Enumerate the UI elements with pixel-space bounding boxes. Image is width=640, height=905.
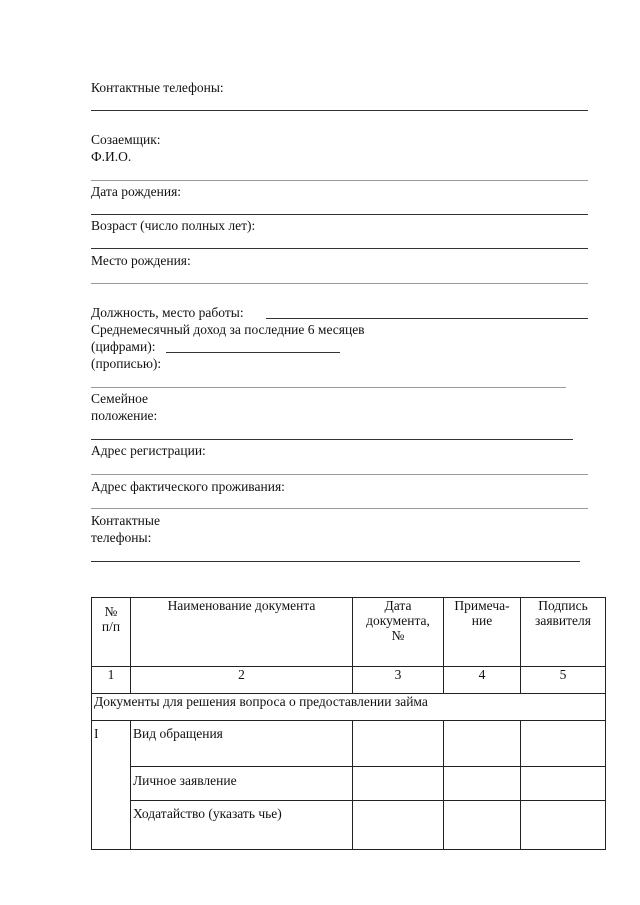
- birth-place-label: Место рождения:: [91, 253, 191, 268]
- col-number-2: 2: [131, 667, 353, 694]
- fio-line: [91, 180, 588, 181]
- income-words-label: (прописью):: [91, 356, 162, 371]
- actual-address-line: [91, 508, 588, 509]
- age-label: Возраст (число полных лет):: [91, 218, 256, 233]
- contact-label-1: Контактные: [91, 513, 160, 528]
- row-signature-cell[interactable]: [521, 801, 606, 850]
- col-number-5: 5: [521, 667, 606, 694]
- col-number-3: 3: [353, 667, 444, 694]
- coborrower-label: Созаемщик:: [91, 132, 161, 147]
- contact-phones-label: Контактные телефоны:: [91, 80, 224, 95]
- table-section-row: [92, 694, 606, 721]
- birth-date-label: Дата рождения:: [91, 184, 182, 199]
- row-doc-name: Личное заявление: [131, 767, 353, 801]
- avg-income-label: Среднемесячный доход за последние 6 месяцев: [91, 322, 365, 337]
- table-row: [92, 767, 606, 801]
- marital-label-1: Семейное: [91, 391, 149, 406]
- income-digits-line: [166, 352, 340, 353]
- reg-address-line: [91, 474, 588, 475]
- row-number: I: [92, 721, 131, 767]
- age-line: [91, 248, 588, 249]
- row-doc-name: Ходатайство (указать чье): [131, 801, 353, 850]
- row-signature-cell[interactable]: [521, 721, 606, 767]
- header-signature: Подпись заявителя: [521, 598, 606, 667]
- birth-date-line: [91, 214, 588, 215]
- table-header-row: [92, 598, 606, 667]
- table-number-row: [92, 667, 606, 694]
- row-doc-date-cell[interactable]: [353, 767, 444, 801]
- income-words-line: [91, 387, 566, 388]
- fio-label: Ф.И.О.: [91, 149, 132, 164]
- table-row: [92, 721, 606, 767]
- row-doc-name: Вид обращения: [131, 721, 353, 767]
- header-number: № п/п: [92, 598, 131, 667]
- table-row: [92, 801, 606, 850]
- row-note-cell[interactable]: [444, 801, 521, 850]
- row-note-cell[interactable]: [444, 721, 521, 767]
- header-doc-name: Наименование документа: [131, 598, 353, 667]
- row-number: [92, 767, 131, 801]
- marital-label-2: положение:: [91, 408, 158, 423]
- contact-label-2: телефоны:: [91, 530, 152, 545]
- income-digits-label: (цифрами):: [91, 339, 156, 354]
- actual-address-label: Адрес фактического проживания:: [91, 479, 285, 494]
- col-number-1: 1: [92, 667, 131, 694]
- position-work-line: [266, 318, 588, 319]
- section-title: Документы для решения вопроса о предоставлении займа: [92, 694, 606, 721]
- reg-address-label: Адрес регистрации:: [91, 443, 206, 458]
- row-doc-date-cell[interactable]: [353, 721, 444, 767]
- marital-line: [91, 439, 573, 440]
- row-doc-date-cell[interactable]: [353, 801, 444, 850]
- birth-place-line: [91, 283, 588, 284]
- header-note: Примеча- ние: [444, 598, 521, 667]
- contact-phones-line: [91, 110, 588, 111]
- col-number-4: 4: [444, 667, 521, 694]
- header-doc-date: Дата документа, №: [353, 598, 444, 667]
- row-number: [92, 801, 131, 850]
- row-note-cell[interactable]: [444, 767, 521, 801]
- row-signature-cell[interactable]: [521, 767, 606, 801]
- contact-line: [91, 561, 580, 562]
- position-work-label: Должность, место работы:: [91, 305, 244, 320]
- documents-table: [91, 597, 606, 850]
